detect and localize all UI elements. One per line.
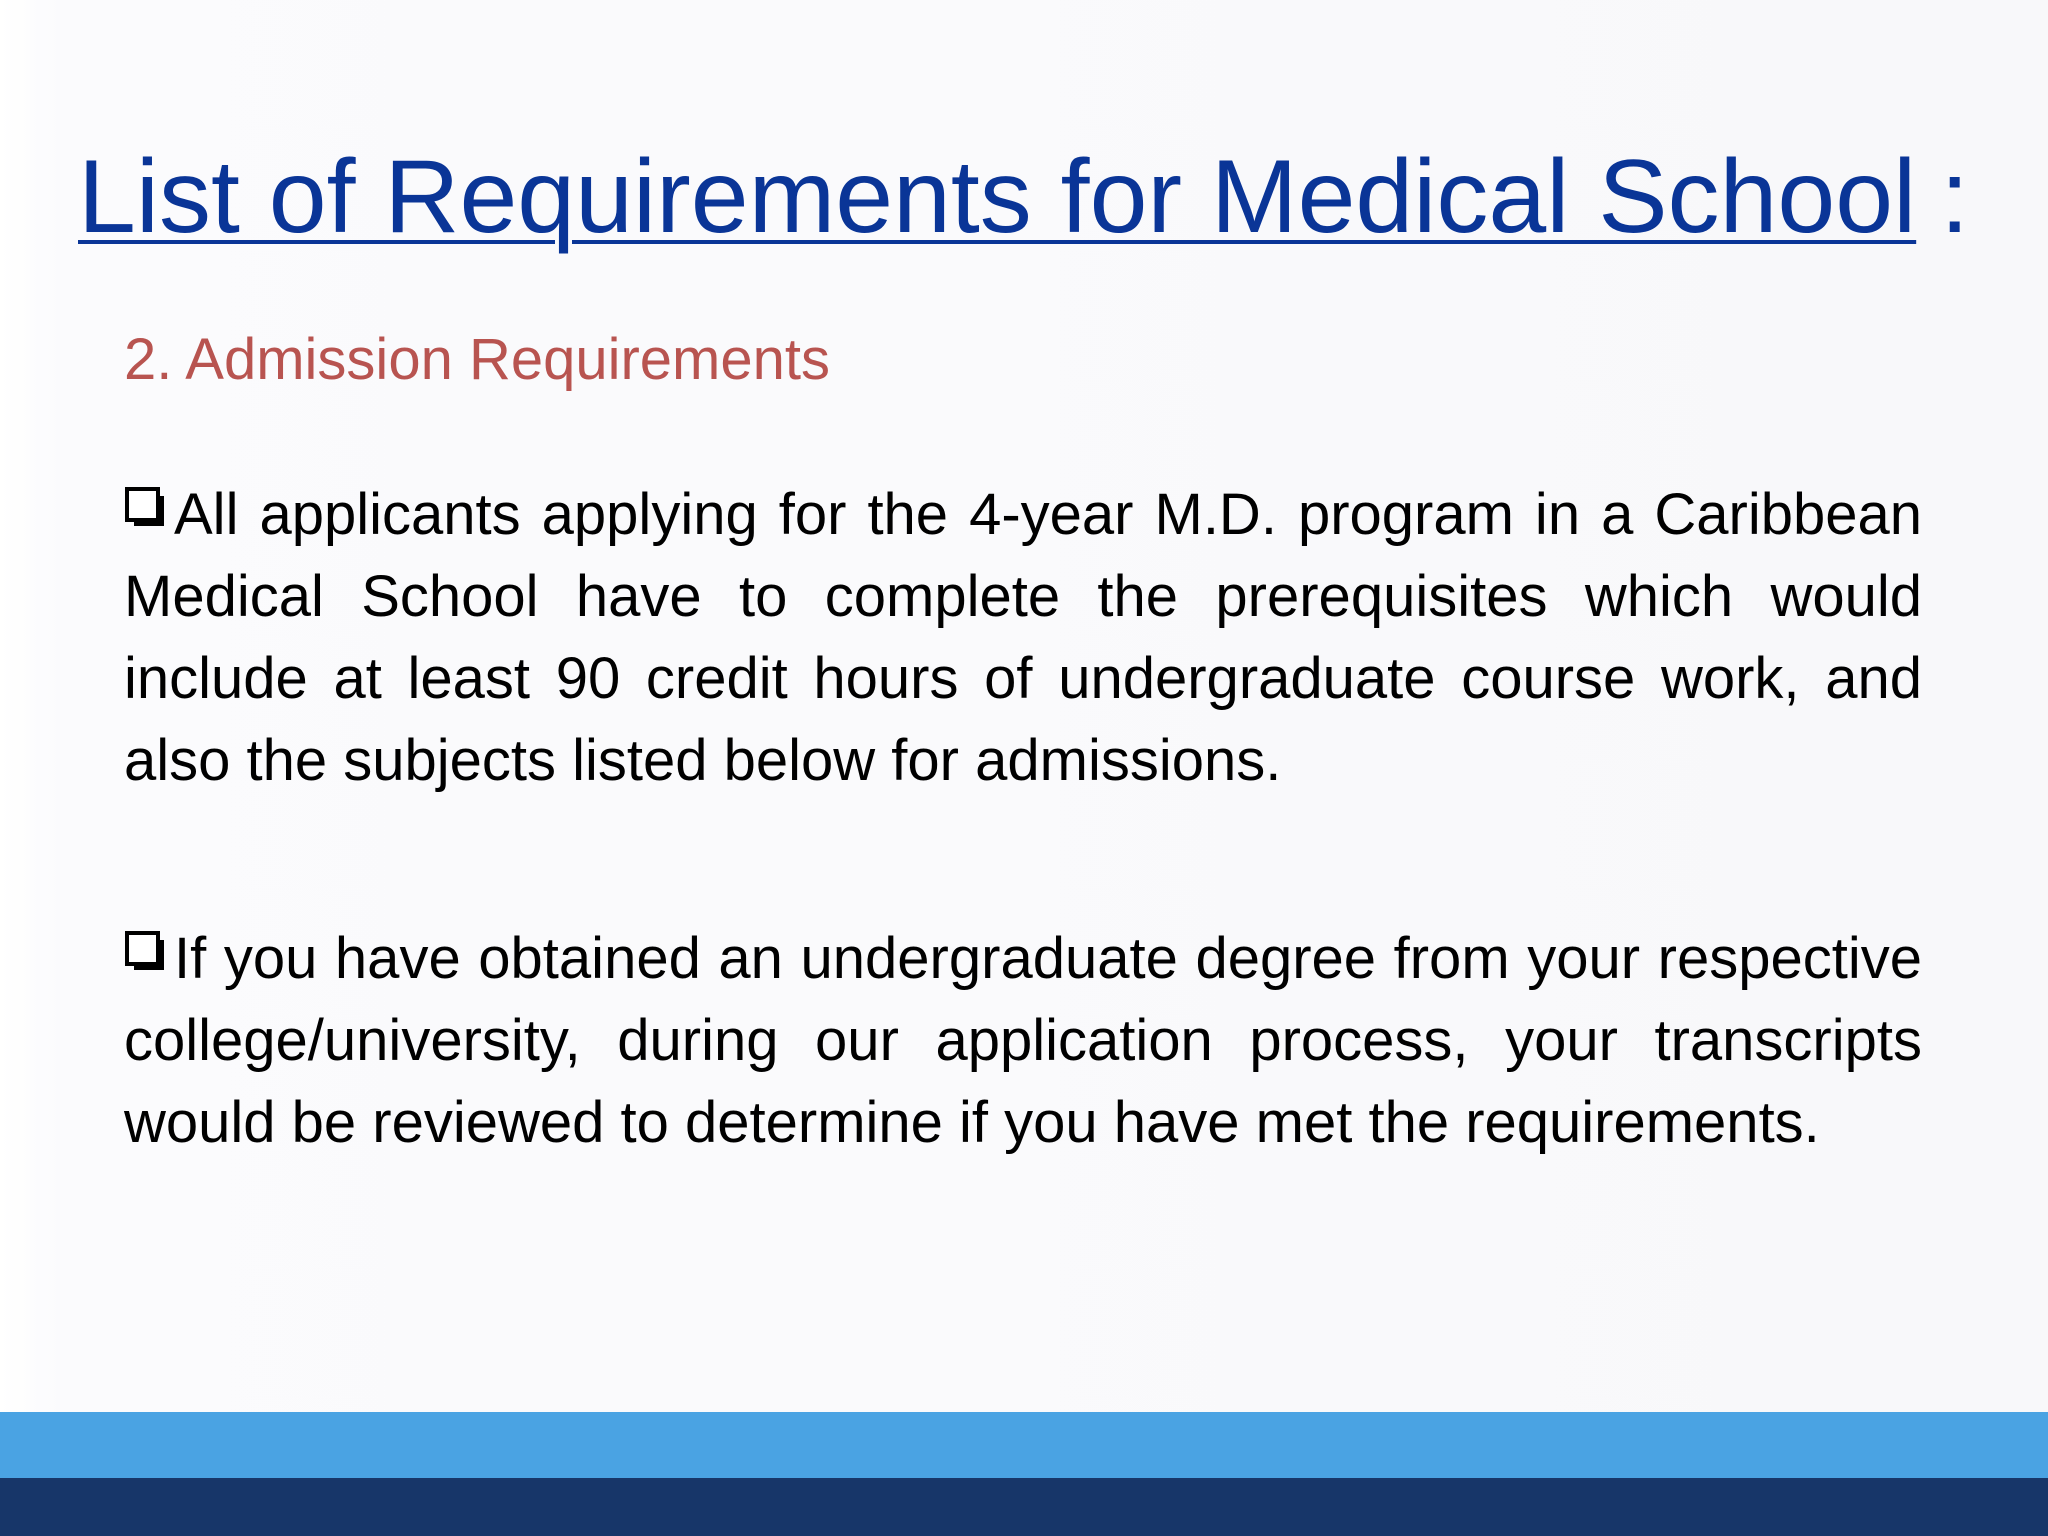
- section-subheading: 2. Admission Requirements: [124, 327, 830, 392]
- slide-title-colon: :: [1940, 139, 1970, 255]
- checkbox-icon: [124, 486, 168, 530]
- footer-band-dark: [0, 1478, 2048, 1536]
- footer-band-light: [0, 1412, 2048, 1478]
- bullet-item-1: [124, 474, 1922, 802]
- slide-title-link[interactable]: List of Requirements for Medical School: [78, 139, 1917, 255]
- bullet-text-1: All applicants applying for the 4-year M.D. program in a Caribbean Medical School have to complete the prerequisites which would include at least 90 credit hours of undergraduate course work, and also the subjects listed below for admissions.: [124, 482, 1922, 793]
- bullet-item-2: [124, 918, 1922, 1164]
- slide-title-row: [78, 132, 2008, 262]
- checkbox-icon: [124, 930, 168, 974]
- bullet-text-2: If you have obtained an undergraduate degree from your respective college/university, during our application process, your transcripts would be reviewed to determine if you have met the requirements.: [124, 926, 1922, 1155]
